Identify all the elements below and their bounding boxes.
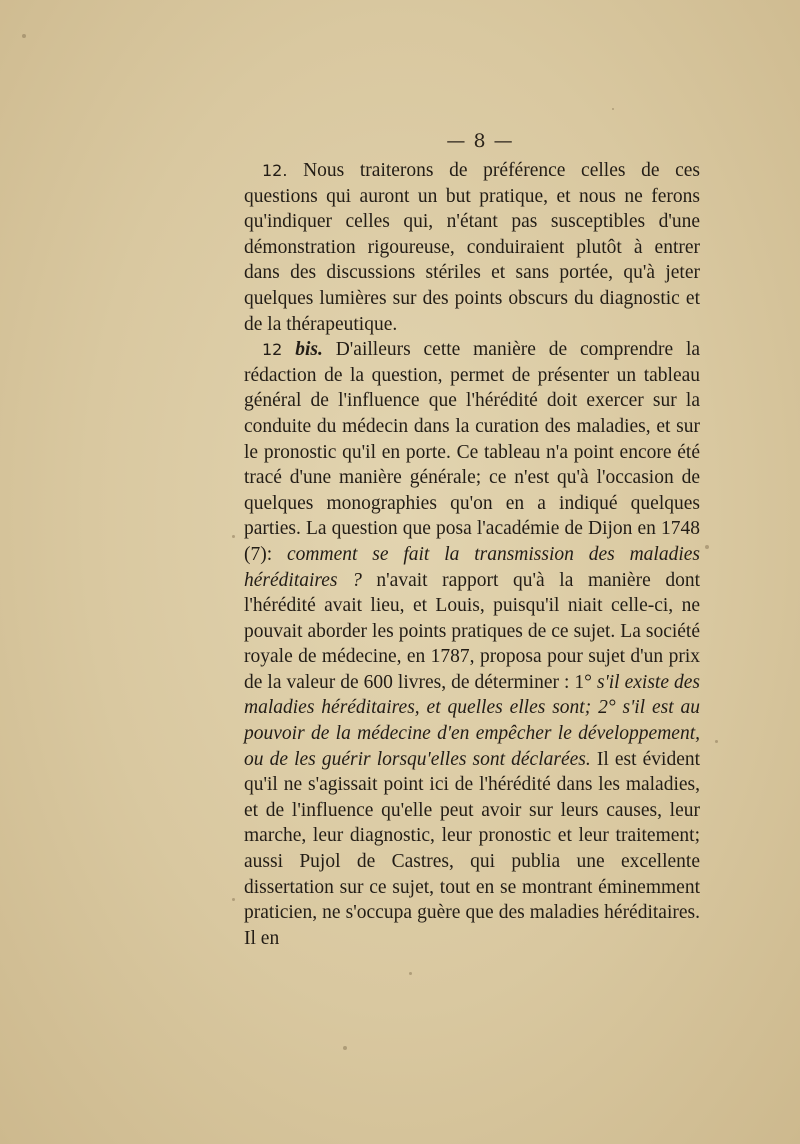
- italic-prize-question: s'il existe des maladies héréditaires, et quelles elles sont; 2° s'il est au pouvoir de la médecine d'en empêcher le développement, ou de les guérir lorsqu'elles sont déclarées.: [244, 671, 700, 770]
- italic-question-title: comment se fait la transmission des maladies héréditaires ?: [244, 543, 701, 591]
- paper-speck: [409, 972, 412, 975]
- paper-speck: [715, 740, 718, 743]
- paragraph-text: Nous traiterons de préférence celles de ces questions qui auront un but pratique, et nous ne ferons qu'indiquer celles qui, n'étant pas susceptibles d'une démonstration rigoureuse, conduiraient plutôt à entrer dans des discussions stériles et sans portée, qu'à jeter quelques lumières sur des points obscurs du diagnostic et de la thérapeutique.: [244, 160, 700, 335]
- paper-speck: [22, 34, 26, 38]
- paper-speck: [232, 898, 235, 901]
- paragraph-text-part: D'ailleurs cette manière de comprendre la rédaction de la question, permet de présenter un tableau général de l'influence que l'hérédité doit exercer sur la conduite du médecin dans la curation des maladies, et sur le pronostic qu'il en porte. Ce tableau n'a point encore été tracé d'une manière générale; ce n'est qu'à l'occasion de quelques monographies qu'on en a indiqué quelques parties. La question que posa l'académie de Dijon en 1748 (7):: [244, 339, 701, 565]
- paragraph-text-part: n'avait rapport qu'à la manière dont l'hérédité avait lieu, et Louis, puisqu'il niait celle-ci, ne pouvait aborder les points pratiques de ce sujet. La société royale de médecine, en 1787, proposa pour sujet d'un prix de la valeur de 600 livres, de déterminer : 1°: [244, 569, 700, 693]
- paragraph-12-bis: [244, 337, 700, 951]
- paragraph-12: [244, 158, 700, 337]
- paper-speck: [232, 535, 235, 538]
- paper-speck: [343, 1046, 347, 1050]
- paragraph-text-part: Il est évident qu'il ne s'agissait point ici de l'hérédité dans les maladies, et de l'influence qu'elle peut avoir sur leurs causes, leur marche, leur diagnostic, leur pronostic et leur traitement; aussi Pujol de Castres, qui publia une excellente dissertation sur ce sujet, tout en se montrant éminemment praticien, ne s'occupa guère que des maladies héréditaires. Il en: [244, 748, 701, 949]
- paper-speck: [705, 545, 709, 549]
- body-text: [244, 158, 700, 951]
- page-number: — 8 —: [446, 130, 514, 152]
- paper-speck: [612, 108, 614, 110]
- paragraph-number-suffix: bis.: [295, 339, 323, 361]
- paragraph-number: 12.: [262, 161, 288, 180]
- paragraph-number: 12: [262, 340, 283, 360]
